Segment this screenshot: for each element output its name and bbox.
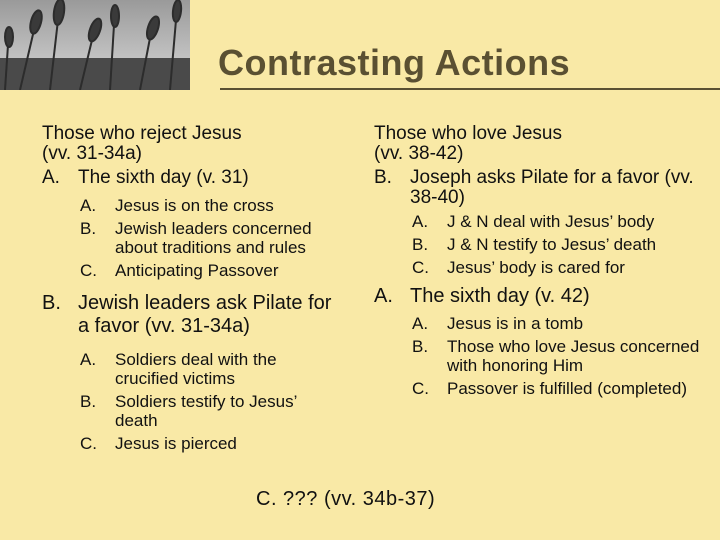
- left-section-a-items: [42, 196, 342, 280]
- list-item: [374, 314, 704, 333]
- list-item: [42, 434, 342, 453]
- left-heading-line1: Those who reject Jesus: [42, 123, 242, 144]
- bottom-item: C. ??? (vv. 34b-37): [256, 488, 436, 510]
- list-marker: C.: [412, 258, 429, 277]
- left-heading-line2: (vv. 31-34a): [42, 143, 142, 164]
- list-item-text: Passover is fulfilled (completed): [447, 379, 687, 398]
- list-marker: A.: [80, 196, 97, 215]
- right-heading-line2: (vv. 38-42): [374, 143, 464, 164]
- title-underline: [220, 88, 720, 90]
- list-marker: C.: [80, 434, 97, 453]
- list-item-text: Those who love Jesus concerned with honoring Him: [447, 337, 700, 375]
- list-item-text: Joseph asks Pilate for a favor (vv. 38-40): [410, 167, 694, 208]
- list-marker: A.: [412, 314, 429, 333]
- list-item: [374, 235, 704, 254]
- wheat-field-photo: [0, 0, 190, 90]
- list-item: [42, 196, 342, 215]
- list-marker: A.: [374, 285, 393, 307]
- left-section-b: [42, 292, 342, 338]
- list-marker: B.: [412, 337, 429, 356]
- list-marker: B.: [412, 235, 429, 254]
- list-marker: C.: [412, 379, 429, 398]
- list-item-text: Jewish leaders concerned about traditions and rules: [115, 219, 312, 257]
- list-item: [42, 261, 342, 280]
- list-item-text: Jewish leaders ask Pilate for a favor (vv. 31-34a): [78, 292, 332, 337]
- list-item-text: J & N testify to Jesus’ death: [447, 235, 657, 254]
- right-section-b-items: [374, 212, 704, 277]
- list-item-text: Soldiers deal with the crucified victims: [115, 350, 277, 388]
- list-marker: C.: [80, 261, 97, 280]
- list-item-text: Jesus is pierced: [115, 434, 237, 453]
- list-marker: B.: [80, 219, 97, 238]
- list-item-text: Jesus is in a tomb: [447, 314, 584, 333]
- right-section-b: [374, 168, 704, 208]
- right-heading-line1: Those who love Jesus: [374, 123, 562, 144]
- list-item: [374, 212, 704, 231]
- list-marker: B.: [80, 392, 97, 411]
- list-marker: A.: [412, 212, 429, 231]
- right-section-a: [374, 285, 704, 308]
- list-item: [374, 379, 704, 398]
- list-marker: B.: [374, 167, 392, 188]
- left-section-b-items: [42, 350, 342, 453]
- list-item-text: Jesus’ body is cared for: [447, 258, 625, 277]
- left-column: [42, 124, 342, 453]
- page-title: Contrasting Actions: [218, 42, 571, 83]
- list-item: [42, 219, 342, 257]
- list-marker: A.: [42, 167, 60, 188]
- right-section-a-items: [374, 314, 704, 398]
- list-item: [374, 258, 704, 277]
- list-item: [42, 350, 342, 388]
- list-item-text: Soldiers testify to Jesus’ death: [115, 392, 297, 430]
- list-item-text: The sixth day (v. 31): [78, 167, 249, 188]
- list-item-text: J & N deal with Jesus’ body: [447, 212, 655, 231]
- list-item: [42, 392, 342, 430]
- list-marker: A.: [80, 350, 97, 369]
- left-section-a: [42, 168, 342, 188]
- list-marker: B.: [42, 292, 61, 314]
- right-column: [374, 124, 704, 398]
- list-item-text: Jesus is on the cross: [115, 196, 274, 215]
- list-item: [374, 337, 704, 375]
- list-item-text: The sixth day (v. 42): [410, 285, 590, 307]
- list-item-text: Anticipating Passover: [115, 261, 279, 280]
